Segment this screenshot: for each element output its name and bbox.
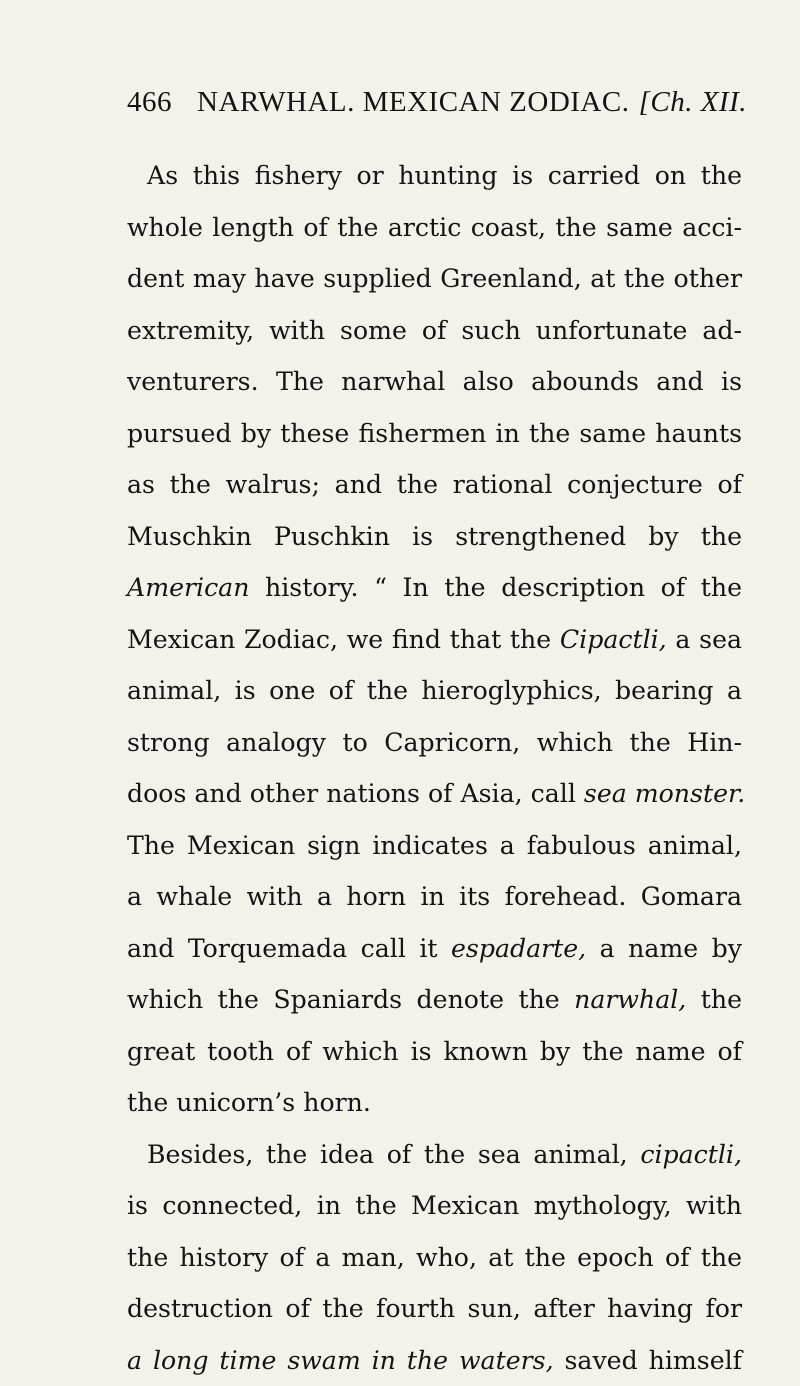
text-line: the unicorn’s horn. xyxy=(127,1077,742,1129)
text-line: The Mexican sign indicates a fabulous animal, xyxy=(127,820,742,872)
text-line: As this fishery or hunting is carried on the xyxy=(127,150,742,202)
text-line: as the walrus; and the rational conjecture of xyxy=(127,459,742,511)
text-line: whole length of the arctic coast, the same acci- xyxy=(127,202,742,254)
text-line: and Torquemada call it espadarte, a name by xyxy=(127,923,742,975)
text-line: a whale with a horn in its forehead. Gomara xyxy=(127,871,742,923)
text-line: Besides, the idea of the sea animal, cipactli, xyxy=(127,1129,742,1181)
text-line: is connected, in the Mexican mythology, with xyxy=(127,1180,742,1232)
italic-term: Cipactli, xyxy=(560,625,667,654)
italic-term: narwhal, xyxy=(574,985,686,1014)
italic-term: sea monster. xyxy=(584,779,745,808)
text-line: Mexican Zodiac, we find that the Cipactli, a sea xyxy=(127,614,742,666)
italic-term: a long time swam in the waters, xyxy=(127,1346,554,1375)
running-title: NARWHAL. MEXICAN ZODIAC. xyxy=(183,86,639,119)
text-line: the history of a man, who, at the epoch of the xyxy=(127,1232,742,1284)
text-line: doos and other nations of Asia, call sea monster. xyxy=(127,768,742,820)
text-line: strong analogy to Capricorn, which the Hin- xyxy=(127,717,742,769)
body-text xyxy=(127,150,742,1386)
text-line: Muschkin Puschkin is strengthened by the xyxy=(127,511,742,563)
running-header xyxy=(127,86,747,119)
text-line: a long time swam in the waters, saved himself xyxy=(127,1335,742,1386)
italic-term: cipactli, xyxy=(640,1140,742,1169)
italic-term: espadarte, xyxy=(451,934,586,963)
text-line: great tooth of which is known by the name of xyxy=(127,1026,742,1078)
text-line: animal, is one of the hieroglyphics, bearing a xyxy=(127,665,742,717)
text-line: dent may have supplied Greenland, at the other xyxy=(127,253,742,305)
text-line: destruction of the fourth sun, after having for xyxy=(127,1283,742,1335)
italic-term: American xyxy=(127,573,249,602)
text-line: venturers. The narwhal also abounds and is xyxy=(127,356,742,408)
chapter-reference: [Ch. XII. xyxy=(639,86,747,119)
text-line: pursued by these fishermen in the same haunts xyxy=(127,408,742,460)
text-line: extremity, with some of such unfortunate ad- xyxy=(127,305,742,357)
text-line: American history. “ In the description of the xyxy=(127,562,742,614)
page-number: 466 xyxy=(127,86,183,119)
text-line: which the Spaniards denote the narwhal, the xyxy=(127,974,742,1026)
